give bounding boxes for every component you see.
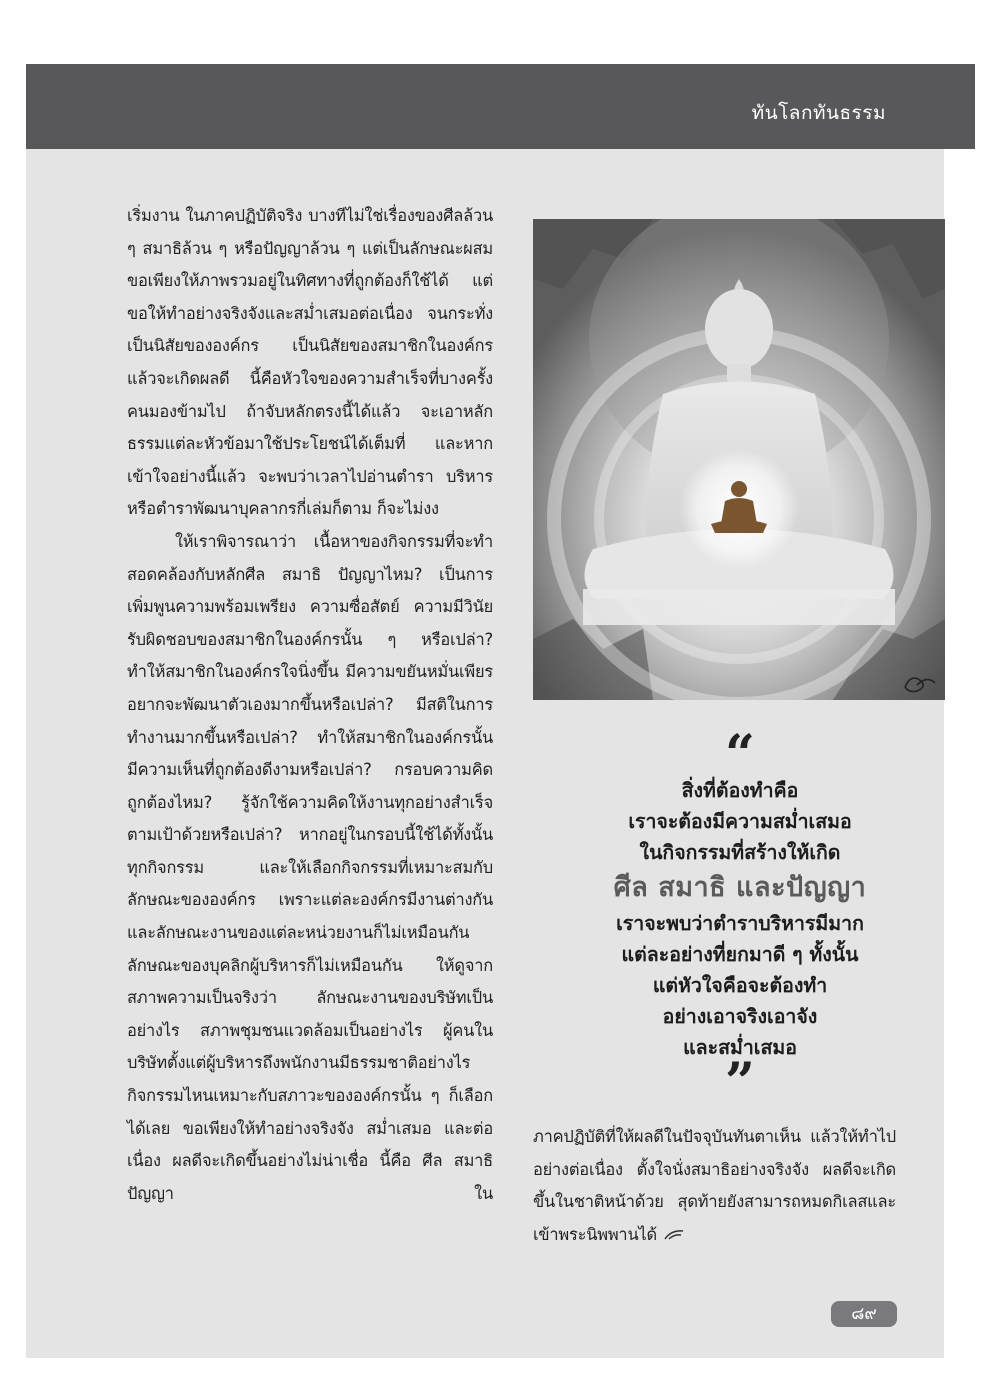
body-paragraph: ให้เราพิจารณาว่า เนื้อหาของกิจกรรมที่จะทำสอดคล้องกับหลักศีล สมาธิ ปัญญาไหม? เป็นการเพิ่มพูนความพร้อมเพรียง ความซื่อสัตย์ ความมีวินัย รับผิดชอบของสมาชิกในองค์กรนั้น ๆ หรือเปล่า? ทำให้สมาชิกในองค์กรใจนิ่งขึ้น มีความขยันหมั่นเพียร อยากจะพัฒนาตัวเองมากขึ้นหรือเปล่า? มีสติในการทำงานมากขึ้นหรือเปล่า? ทำให้สมาชิกในองค์กรนั้น มีความเห็นที่ถูกต้องดีงามหรือเปล่า? กรอบความคิดถูกต้องไหม? รู้จักใช้ความคิดให้งานทุกอย่างสำเร็จตามเป้าด้วยหรือเปล่า? หากอยู่ในกรอบนี้ใช้ได้ทั้งนั้นทุกกิจกรรม และให้เลือกกิจกรรมที่เหมาะสมกับลักษณะขององค์กร เพราะแต่ละองค์กรมีงานต่างกัน และลักษณะงานของแต่ละหน่วยงานก็ไม่เหมือนกัน ลักษณะของบุคลิกผู้บริหารก็ไม่เหมือนกัน ให้ดูจากสภาพความเป็นจริงว่า ลักษณะงานของบริษัทเป็นอย่างไร สภาพชุมชนแวดล้อมเป็นอย่างไร ผู้คนในบริษัทตั้งแต่ผู้บริหารถึงพนักงานมีธรรมชาติอย่างไร กิจกรรมไหนเหมาะกับสภาวะขององค์กรนั้น ๆ ก็เลือกได้เลย ขอเพียงให้ทำอย่างจริงจัง สม่ำเสมอ และต่อเนื่อง ผลดีจะเกิดขึ้นอย่างไม่น่าเชื่อ นี้คือ ศีล สมาธิ ปัญญา ใน	[127, 531, 493, 1203]
pull-quote	[540, 724, 940, 1113]
closing-paragraph-text: ภาคปฏิบัติที่ให้ผลดีในปัจจุบันทันตาเห็น แล้วให้ทำไปอย่างต่อเนื่อง ตั้งใจนั่งสมาธิอย่างจริงจัง ผลดีจะเกิดขึ้นในชาติหน้าด้วย สุดท้ายยังสามารถหมดกิเลสและเข้าพระนิพพานได้	[533, 1127, 896, 1244]
right-text-column	[533, 1121, 896, 1251]
quote-line: อย่างเอาจริงเอาจัง	[662, 1005, 818, 1028]
buddha-meditation-illustration	[533, 219, 945, 700]
quote-line: เราจะพบว่าตำราบริหารมีมาก	[616, 912, 864, 935]
quote-line: ในกิจกรรมที่สร้างให้เกิด	[639, 841, 841, 864]
quote-emphasis: ศีล สมาธิ และปัญญา	[613, 872, 867, 903]
buddha-illustration-art	[533, 219, 945, 700]
close-quote-mark: ”	[725, 1052, 755, 1113]
body-paragraph: เริ่มงาน ในภาคปฏิบัติจริง บางทีไม่ใช่เรื่องของศีลล้วน ๆ สมาธิล้วน ๆ หรือปัญญาล้วน ๆ แต่เป็นลักษณะผสม ขอเพียงให้ภาพรวมอยู่ในทิศทางที่ถูกต้องก็ใช้ได้ แต่ขอให้ทำอย่างจริงจังและสม่ำเสมอต่อเนื่อง จนกระทั่งเป็นนิสัยขององค์กร เป็นนิสัยของสมาชิกในองค์กร แล้วจะเกิดผลดี นี้คือหัวใจของความสำเร็จที่บางครั้งคนมองข้ามไป ถ้าจับหลักตรงนี้ได้แล้ว จะเอาหลักธรรมแต่ละหัวข้อมาใช้ประโยชน์ได้เต็มที่ และหากเข้าใจอย่างนี้แล้ว จะพบว่าเวลาไปอ่านตำรา บริหารหรือตำราพัฒนาบุคลากรกี่เล่มก็ตาม ก็จะไม่งง	[127, 206, 493, 519]
page-number-badge: ๘๙	[831, 1301, 897, 1327]
quote-line: แต่ละอย่างที่ยกมาดี ๆ ทั้งนั้น	[621, 943, 859, 966]
left-text-column	[127, 200, 493, 1210]
quote-line: แต่หัวใจคือจะต้องทำ	[652, 974, 828, 997]
quote-line: สิ่งที่ต้องทำคือ	[681, 779, 799, 802]
closing-paragraph	[533, 1121, 896, 1251]
section-title: ทันโลกทันธรรม	[751, 102, 886, 124]
quote-line: เราจะต้องมีความสม่ำเสมอ	[628, 810, 852, 833]
end-of-article-icon	[663, 1228, 685, 1242]
open-quote-mark: “	[725, 724, 755, 785]
quote-line: และสม่ำเสมอ	[683, 1036, 797, 1059]
